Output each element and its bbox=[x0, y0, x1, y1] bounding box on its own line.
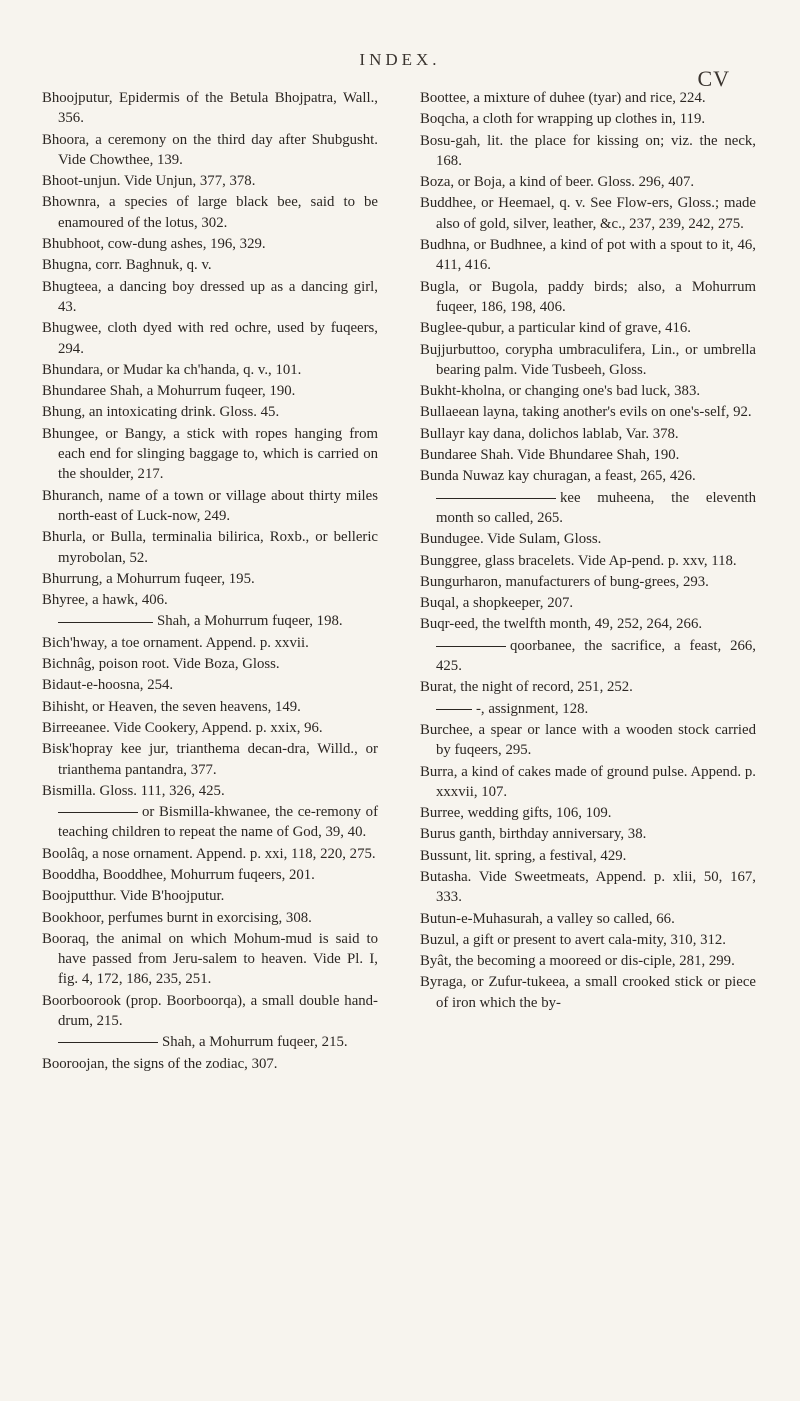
index-entry: Bunggree, glass bracelets. Vide Ap-pend. p. xxv, 118. bbox=[420, 552, 737, 569]
index-entry: Bukht-kholna, or changing one's bad luck, 383. bbox=[420, 383, 701, 400]
index-entry: Bhungee, or Bangy, a stick with ropes hanging from each end for slinging baggage to, which is carried on the shoulder, 217. bbox=[42, 425, 378, 483]
ditto-rule bbox=[58, 812, 138, 813]
index-entry: Bullaeean layna, taking another's evils on one's-self, 92. bbox=[420, 404, 752, 421]
index-entry: Boottee, a mixture of duhee (tyar) and rice, 224. bbox=[420, 90, 706, 106]
index-entry: Bhugna, corr. Baghnuk, q. v. bbox=[42, 257, 212, 274]
index-entry: Burra, a kind of cakes made of ground pulse. Append. p. xxxvii, 107. bbox=[420, 763, 756, 800]
index-entry: Burus ganth, birthday anniversary, 38. bbox=[420, 826, 647, 843]
page-number: CV bbox=[697, 66, 730, 91]
ditto-rule bbox=[58, 622, 153, 623]
left-column bbox=[42, 88, 378, 1075]
index-subentry: qoorbanee, the sacrifice, a feast, 266, 425. bbox=[436, 637, 756, 675]
index-entry: Bhownra, a species of large black bee, said to be enamoured of the lotus, 302. bbox=[42, 194, 378, 231]
index-entry: Boolâq, a nose ornament. Append. p. xxi, 118, 220, 275. bbox=[42, 845, 376, 862]
index-entry: Booraq, the animal on which Mohum-mud is said to have passed from Jeru-salem to heaven. Vide Pl. I, fig. 4, 172, 186, 235, 251. bbox=[42, 930, 378, 988]
index-entry: Bich'hway, a toe ornament. Append. p. xxvii. bbox=[42, 634, 309, 651]
index-entry: Buddhee, or Heemael, q. v. See Flow-ers, Gloss.; made also of gold, silver, leather, &c., 237, 239, 242, 275. bbox=[420, 195, 756, 232]
running-head: INDEX. bbox=[359, 50, 441, 69]
index-entry: Butasha. Vide Sweetmeats, Append. p. xlii, 50, 167, 333. bbox=[420, 868, 756, 906]
index-entry: Bussunt, lit. spring, a festival, 429. bbox=[420, 847, 627, 864]
index-entry: Bungurharon, manufacturers of bung-grees, 293. bbox=[420, 573, 709, 590]
index-entry: Bhundaree Shah, a Mohurrum fuqeer, 190. bbox=[42, 383, 296, 400]
index-entry: Byât, the becoming a mooreed or dis-ciple, 281, 299. bbox=[420, 953, 735, 970]
index-entry: Bosu-gah, lit. the place for kissing on; viz. the neck, 168. bbox=[420, 132, 756, 169]
index-entry: Burchee, a spear or lance with a wooden stock carried by fuqeers, 295. bbox=[420, 721, 756, 759]
index-entry: Bhundara, or Mudar ka ch'handa, q. v., 101. bbox=[42, 361, 302, 378]
index-entry: Bhurrung, a Mohurrum fuqeer, 195. bbox=[42, 570, 255, 587]
index-entry: Buzul, a gift or present to avert cala-mity, 310, 312. bbox=[420, 931, 726, 948]
ditto-rule bbox=[58, 1042, 158, 1043]
index-entry: Bookhoor, perfumes burnt in exorcising, 308. bbox=[42, 909, 312, 926]
ditto-rule bbox=[436, 498, 556, 499]
index-entry: Boorboorook (prop. Boorboorqa), a small double hand-drum, 215. bbox=[42, 992, 378, 1030]
index-entry: Bugla, or Bugola, paddy birds; also, a Mohurrum fuqeer, 186, 198, 406. bbox=[420, 278, 756, 315]
index-entry: Budhna, or Budhnee, a kind of pot with a spout to it, 46, 411, 416. bbox=[420, 237, 756, 274]
index-entry: Bhugwee, cloth dyed with red ochre, used by fuqeers, 294. bbox=[42, 320, 378, 357]
index-subentry: Shah, a Mohurrum fuqeer, 215. bbox=[42, 1032, 378, 1052]
index-entry: Bundaree Shah. Vide Bhundaree Shah, 190. bbox=[420, 447, 680, 464]
index-entry: Buqal, a shopkeeper, 207. bbox=[420, 595, 574, 612]
index-subentry: kee muheena, the eleventh month so called, 265. bbox=[436, 489, 756, 526]
index-entry: Bhurla, or Bulla, terminalia bilirica, Roxb., or belleric myrobolan, 52. bbox=[42, 529, 378, 566]
index-entry: Bhugteea, a dancing boy dressed up as a dancing girl, 43. bbox=[42, 278, 378, 315]
index-entry: Bidaut-e-hoosna, 254. bbox=[42, 677, 174, 694]
index-entry: Bundugee. Vide Sulam, Gloss. bbox=[420, 531, 602, 548]
index-entry: Bisk'hopray kee jur, trianthema decan-dra, Willd., or trianthema pantandra, 377. bbox=[42, 741, 378, 778]
index-entry: Birreeanee. Vide Cookery, Append. p. xxix, 96. bbox=[42, 719, 323, 736]
index-entry: Bismilla. Gloss. 111, 326, 425. bbox=[42, 782, 225, 799]
index-entry: Boqcha, a cloth for wrapping up clothes in, 119. bbox=[420, 111, 706, 128]
index-entry: Bhung, an intoxicating drink. Gloss. 45. bbox=[42, 404, 280, 421]
index-entry: Booddha, Booddhee, Mohurrum fuqeers, 201. bbox=[42, 866, 315, 883]
index-entry: Bujjurbuttoo, corypha umbraculifera, Lin., or umbrella bearing palm. Vide Tusbeeh, Gloss. bbox=[420, 341, 756, 378]
index-entry: Boojputthur. Vide B'hoojputur. bbox=[42, 888, 225, 905]
index-subentry: -, assignment, 128. bbox=[420, 699, 756, 719]
index-entry: Bihisht, or Heaven, the seven heavens, 149. bbox=[42, 698, 301, 715]
index-subentry: Shah, a Mohurrum fuqeer, 198. bbox=[42, 611, 378, 631]
index-entry: Bhoojputur, Epidermis of the Betula Bhojpatra, Wall., 356. bbox=[42, 90, 378, 127]
index-entry: Bunda Nuwaz kay churagan, a feast, 265, 426. bbox=[420, 468, 696, 485]
right-column bbox=[420, 88, 756, 1014]
index-entry: Buglee-qubur, a particular kind of grave, 416. bbox=[420, 320, 692, 337]
index-entry: Byraga, or Zufur-tukeea, a small crooked stick or piece of iron which the by- bbox=[420, 974, 756, 1011]
index-entry: Buqr-eed, the twelfth month, 49, 252, 264, 266. bbox=[420, 616, 703, 633]
ditto-rule bbox=[436, 709, 472, 710]
index-entry: Butun-e-Muhasurah, a valley so called, 66. bbox=[420, 910, 675, 927]
index-entry: Bichnâg, poison root. Vide Boza, Gloss. bbox=[42, 656, 280, 673]
index-entry: Bhoot-unjun. Vide Unjun, 377, 378. bbox=[42, 173, 256, 190]
index-entry: Bhubhoot, cow-dung ashes, 196, 329. bbox=[42, 236, 266, 253]
ditto-rule bbox=[436, 646, 506, 647]
index-entry: Bhoora, a ceremony on the third day after Shubgusht. Vide Chowthee, 139. bbox=[42, 131, 378, 168]
index-entry: Bhyree, a hawk, 406. bbox=[42, 592, 168, 609]
index-entry: Burree, wedding gifts, 106, 109. bbox=[420, 805, 612, 822]
index-entry: Burat, the night of record, 251, 252. bbox=[420, 679, 633, 696]
index-entry: Bhuranch, name of a town or village about thirty miles north-east of Luck-now, 249. bbox=[42, 487, 378, 524]
index-entry: Bullayr kay dana, dolichos lablab, Var. 378. bbox=[420, 425, 679, 442]
index-entry: Boza, or Boja, a kind of beer. Gloss. 296, 407. bbox=[420, 174, 695, 191]
index-subentry: or Bismilla-khwanee, the ce-remony of teaching children to repeat the name of God, 39, 40. bbox=[58, 804, 378, 841]
index-entry: Booroojan, the signs of the zodiac, 307. bbox=[42, 1055, 278, 1072]
